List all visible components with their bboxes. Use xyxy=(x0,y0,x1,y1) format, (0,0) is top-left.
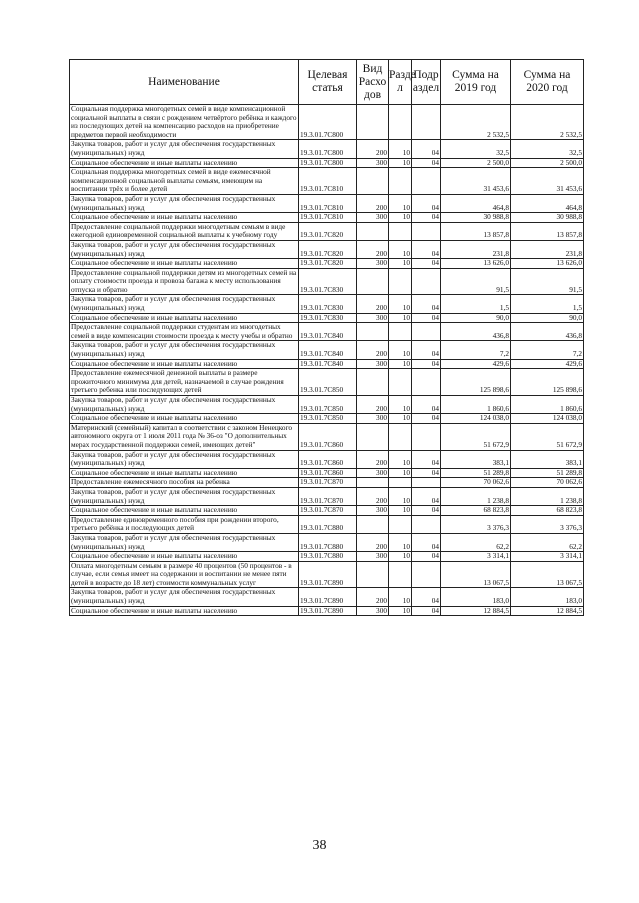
table-row xyxy=(70,533,584,551)
row-name: Социальное обеспечение и иные выплаты населению xyxy=(70,313,299,323)
row-sum-2020: 90,0 xyxy=(511,313,584,323)
row-subsection: 04 xyxy=(412,140,441,158)
table-row xyxy=(70,323,584,341)
row-target-code: 19.3.01.7С800 xyxy=(299,158,357,168)
header-sum-2019: Сумма на 2019 год xyxy=(441,60,511,105)
table-row xyxy=(70,487,584,505)
row-target-code: 19.3.01.7С820 xyxy=(299,259,357,269)
row-sum-2019: 68 823,8 xyxy=(441,506,511,516)
row-subsection xyxy=(412,222,441,240)
header-section: Разде л xyxy=(389,60,412,105)
table-row xyxy=(70,561,584,588)
row-expense-type xyxy=(357,168,389,195)
row-section xyxy=(389,478,412,488)
row-sum-2020: 51 672,9 xyxy=(511,423,584,450)
row-section: 10 xyxy=(389,450,412,468)
row-sum-2019: 436,8 xyxy=(441,323,511,341)
row-sum-2020: 7,2 xyxy=(511,341,584,359)
row-section: 10 xyxy=(389,313,412,323)
row-name: Социальная поддержка многодетных семей в виде ежемесячной компенсационной социальной выплаты семьям, имеющим на воспитании трёх и более детей xyxy=(70,168,299,195)
row-section: 10 xyxy=(389,213,412,223)
row-sum-2020: 436,8 xyxy=(511,323,584,341)
row-sum-2020: 13 857,8 xyxy=(511,222,584,240)
header-type: Вид Расхо дов xyxy=(357,60,389,105)
row-sum-2019: 7,2 xyxy=(441,341,511,359)
row-sum-2019: 30 988,8 xyxy=(441,213,511,223)
row-name: Закупка товаров, работ и услуг для обеспечения государственных (муниципальных) нужд xyxy=(70,533,299,551)
row-sum-2020: 2 532,5 xyxy=(511,105,584,140)
row-section: 10 xyxy=(389,295,412,313)
row-sum-2020: 12 884,5 xyxy=(511,606,584,616)
row-target-code: 19.3.01.7С830 xyxy=(299,313,357,323)
row-subsection: 04 xyxy=(412,506,441,516)
row-name: Закупка товаров, работ и услуг для обеспечения государственных (муниципальных) нужд xyxy=(70,194,299,212)
row-expense-type: 200 xyxy=(357,295,389,313)
row-target-code: 19.3.01.7С810 xyxy=(299,194,357,212)
row-target-code: 19.3.01.7С830 xyxy=(299,295,357,313)
row-subsection: 04 xyxy=(412,295,441,313)
row-name: Социальное обеспечение и иные выплаты населению xyxy=(70,552,299,562)
row-target-code: 19.3.01.7С890 xyxy=(299,606,357,616)
row-target-code: 19.3.01.7С840 xyxy=(299,359,357,369)
row-name: Социальное обеспечение и иные выплаты населению xyxy=(70,158,299,168)
row-sum-2020: 62,2 xyxy=(511,533,584,551)
header-name: Наименование xyxy=(70,60,299,105)
header-target: Целевая статья xyxy=(299,60,357,105)
row-expense-type xyxy=(357,515,389,533)
table-row xyxy=(70,213,584,223)
row-target-code: 19.3.01.7С840 xyxy=(299,323,357,341)
row-subsection: 04 xyxy=(412,341,441,359)
row-sum-2019: 90,0 xyxy=(441,313,511,323)
row-expense-type: 300 xyxy=(357,359,389,369)
row-sum-2020: 124 038,0 xyxy=(511,414,584,424)
row-expense-type xyxy=(357,323,389,341)
row-sum-2019: 13 626,0 xyxy=(441,259,511,269)
table-body xyxy=(70,105,584,616)
table-row xyxy=(70,168,584,195)
row-target-code: 19.3.01.7С820 xyxy=(299,222,357,240)
row-section: 10 xyxy=(389,140,412,158)
row-sum-2019: 1,5 xyxy=(441,295,511,313)
row-sum-2020: 3 314,1 xyxy=(511,552,584,562)
page-number: 38 xyxy=(312,838,327,853)
table-row xyxy=(70,105,584,140)
row-expense-type: 300 xyxy=(357,313,389,323)
row-section: 10 xyxy=(389,468,412,478)
row-name: Социальное обеспечение и иные выплаты населению xyxy=(70,259,299,269)
row-expense-type: 300 xyxy=(357,213,389,223)
row-sum-2019: 1 238,8 xyxy=(441,487,511,505)
row-sum-2020: 30 988,8 xyxy=(511,213,584,223)
row-expense-type xyxy=(357,561,389,588)
row-target-code: 19.3.01.7С880 xyxy=(299,515,357,533)
row-target-code: 19.3.01.7С860 xyxy=(299,450,357,468)
row-expense-type xyxy=(357,423,389,450)
row-sum-2020: 429,6 xyxy=(511,359,584,369)
row-name: Предоставление ежемесячного пособия на ребенка xyxy=(70,478,299,488)
row-name: Закупка товаров, работ и услуг для обеспечения государственных (муниципальных) нужд xyxy=(70,588,299,606)
row-sum-2019: 2 532,5 xyxy=(441,105,511,140)
row-subsection xyxy=(412,268,441,295)
row-sum-2019: 51 289,8 xyxy=(441,468,511,478)
row-sum-2019: 383,1 xyxy=(441,450,511,468)
row-sum-2019: 124 038,0 xyxy=(441,414,511,424)
table-row xyxy=(70,552,584,562)
row-sum-2020: 70 062,6 xyxy=(511,478,584,488)
row-sum-2020: 51 289,8 xyxy=(511,468,584,478)
row-subsection: 04 xyxy=(412,313,441,323)
row-section: 10 xyxy=(389,240,412,258)
row-target-code: 19.3.01.7С800 xyxy=(299,105,357,140)
row-sum-2019: 51 672,9 xyxy=(441,423,511,450)
row-name: Социальное обеспечение и иные выплаты населению xyxy=(70,506,299,516)
row-section xyxy=(389,515,412,533)
row-target-code: 19.3.01.7С850 xyxy=(299,369,357,396)
row-sum-2020: 125 898,6 xyxy=(511,369,584,396)
table-row xyxy=(70,268,584,295)
row-sum-2020: 1 238,8 xyxy=(511,487,584,505)
row-target-code: 19.3.01.7С870 xyxy=(299,487,357,505)
row-subsection xyxy=(412,561,441,588)
table-row xyxy=(70,140,584,158)
row-section: 10 xyxy=(389,341,412,359)
row-section: 10 xyxy=(389,158,412,168)
row-subsection: 04 xyxy=(412,213,441,223)
row-sum-2019: 70 062,6 xyxy=(441,478,511,488)
row-target-code: 19.3.01.7С880 xyxy=(299,533,357,551)
row-section: 10 xyxy=(389,414,412,424)
row-section xyxy=(389,222,412,240)
row-sum-2019: 464,8 xyxy=(441,194,511,212)
table-row xyxy=(70,506,584,516)
row-subsection xyxy=(412,478,441,488)
row-target-code: 19.3.01.7С860 xyxy=(299,423,357,450)
row-section xyxy=(389,268,412,295)
row-expense-type: 300 xyxy=(357,158,389,168)
row-expense-type: 200 xyxy=(357,450,389,468)
row-section: 10 xyxy=(389,588,412,606)
table-row xyxy=(70,478,584,488)
row-name: Социальная поддержка многодетных семей в виде компенсационной социальной выплаты в связи с рождением четвёртого ребёнка и каждого из последующих детей на компенсацию расходов на приобретение предметов первой необходимости xyxy=(70,105,299,140)
row-name: Социальное обеспечение и иные выплаты населению xyxy=(70,359,299,369)
table-row xyxy=(70,423,584,450)
row-expense-type: 300 xyxy=(357,552,389,562)
row-name: Материнский (семейный) капитал в соответствии с законом Ненецкого автономного округа от 1 июля 2011 года № 36-оз "О дополнительных мерах государственной поддержки семей, имеющих детей" xyxy=(70,423,299,450)
table-row xyxy=(70,450,584,468)
row-name: Оплата многодетным семьям в размере 40 процентов (50 процентов - в случае, если семья имеет на содержании и воспитании не менее пяти детей в возрасте до 18 лет) стоимости коммунальных услуг xyxy=(70,561,299,588)
row-sum-2019: 183,0 xyxy=(441,588,511,606)
row-section: 10 xyxy=(389,533,412,551)
row-section xyxy=(389,323,412,341)
row-sum-2019: 125 898,6 xyxy=(441,369,511,396)
row-name: Предоставление социальной поддержки многодетным семьям в виде ежегодной единовременной социальной выплаты к учебному году xyxy=(70,222,299,240)
row-expense-type: 300 xyxy=(357,606,389,616)
row-target-code: 19.3.01.7С820 xyxy=(299,240,357,258)
row-subsection: 04 xyxy=(412,194,441,212)
table-row xyxy=(70,259,584,269)
row-target-code: 19.3.01.7С850 xyxy=(299,414,357,424)
row-sum-2020: 2 500,0 xyxy=(511,158,584,168)
row-sum-2019: 62,2 xyxy=(441,533,511,551)
row-sum-2020: 31 453,6 xyxy=(511,168,584,195)
row-subsection: 04 xyxy=(412,487,441,505)
row-expense-type: 200 xyxy=(357,588,389,606)
row-subsection: 04 xyxy=(412,450,441,468)
row-name: Социальное обеспечение и иные выплаты населению xyxy=(70,414,299,424)
row-name: Закупка товаров, работ и услуг для обеспечения государственных (муниципальных) нужд xyxy=(70,295,299,313)
row-subsection: 04 xyxy=(412,552,441,562)
table-row xyxy=(70,369,584,396)
row-expense-type: 300 xyxy=(357,468,389,478)
table-row xyxy=(70,414,584,424)
row-subsection: 04 xyxy=(412,240,441,258)
row-target-code: 19.3.01.7С800 xyxy=(299,140,357,158)
table-row xyxy=(70,240,584,258)
row-name: Закупка товаров, работ и услуг для обеспечения государственных (муниципальных) нужд xyxy=(70,396,299,414)
row-section: 10 xyxy=(389,194,412,212)
row-name: Социальное обеспечение и иные выплаты населению xyxy=(70,213,299,223)
row-subsection xyxy=(412,323,441,341)
row-target-code: 19.3.01.7С890 xyxy=(299,588,357,606)
table-header-row xyxy=(70,60,584,105)
row-expense-type: 200 xyxy=(357,240,389,258)
row-section xyxy=(389,168,412,195)
row-expense-type xyxy=(357,268,389,295)
row-section xyxy=(389,561,412,588)
row-name: Закупка товаров, работ и услуг для обеспечения государственных (муниципальных) нужд xyxy=(70,487,299,505)
row-sum-2019: 3 376,3 xyxy=(441,515,511,533)
row-subsection: 04 xyxy=(412,588,441,606)
row-name: Социальное обеспечение и иные выплаты населению xyxy=(70,468,299,478)
row-subsection: 04 xyxy=(412,468,441,478)
row-name: Закупка товаров, работ и услуг для обеспечения государственных (муниципальных) нужд xyxy=(70,341,299,359)
row-sum-2020: 68 823,8 xyxy=(511,506,584,516)
row-expense-type xyxy=(357,478,389,488)
row-section: 10 xyxy=(389,259,412,269)
row-subsection xyxy=(412,515,441,533)
row-target-code: 19.3.01.7С860 xyxy=(299,468,357,478)
row-target-code: 19.3.01.7С830 xyxy=(299,268,357,295)
row-sum-2019: 12 884,5 xyxy=(441,606,511,616)
table-row xyxy=(70,396,584,414)
row-name: Закупка товаров, работ и услуг для обеспечения государственных (муниципальных) нужд xyxy=(70,450,299,468)
row-subsection: 04 xyxy=(412,414,441,424)
table-row xyxy=(70,606,584,616)
row-section: 10 xyxy=(389,552,412,562)
row-sum-2020: 91,5 xyxy=(511,268,584,295)
row-target-code: 19.3.01.7С810 xyxy=(299,168,357,195)
table-row xyxy=(70,222,584,240)
row-sum-2019: 231,8 xyxy=(441,240,511,258)
row-target-code: 19.3.01.7С840 xyxy=(299,341,357,359)
row-expense-type xyxy=(357,105,389,140)
row-subsection xyxy=(412,369,441,396)
row-expense-type: 200 xyxy=(357,396,389,414)
row-sum-2020: 3 376,3 xyxy=(511,515,584,533)
row-name: Социальное обеспечение и иные выплаты населению xyxy=(70,606,299,616)
row-expense-type: 300 xyxy=(357,414,389,424)
budget-table xyxy=(69,59,584,616)
row-target-code: 19.3.01.7С810 xyxy=(299,213,357,223)
row-section: 10 xyxy=(389,606,412,616)
row-subsection: 04 xyxy=(412,606,441,616)
row-sum-2020: 231,8 xyxy=(511,240,584,258)
row-name: Закупка товаров, работ и услуг для обеспечения государственных (муниципальных) нужд xyxy=(70,140,299,158)
row-name: Закупка товаров, работ и услуг для обеспечения государственных (муниципальных) нужд xyxy=(70,240,299,258)
row-sum-2019: 429,6 xyxy=(441,359,511,369)
row-section xyxy=(389,105,412,140)
row-section: 10 xyxy=(389,506,412,516)
row-sum-2019: 32,5 xyxy=(441,140,511,158)
row-section: 10 xyxy=(389,487,412,505)
row-subsection: 04 xyxy=(412,158,441,168)
row-expense-type: 200 xyxy=(357,341,389,359)
row-sum-2019: 31 453,6 xyxy=(441,168,511,195)
row-target-code: 19.3.01.7С870 xyxy=(299,478,357,488)
header-sum-2020: Сумма на 2020 год xyxy=(511,60,584,105)
row-expense-type xyxy=(357,369,389,396)
row-sum-2019: 1 860,6 xyxy=(441,396,511,414)
row-subsection: 04 xyxy=(412,359,441,369)
row-section: 10 xyxy=(389,359,412,369)
table-row xyxy=(70,588,584,606)
row-name: Предоставление ежемесячной денежной выплаты в размере прожиточного минимума для детей, назначаемой в случае рождения третьего ребенка или последующих детей xyxy=(70,369,299,396)
row-sum-2019: 3 314,1 xyxy=(441,552,511,562)
header-subsection: Подр аздел xyxy=(412,60,441,105)
row-expense-type: 300 xyxy=(357,259,389,269)
table-row xyxy=(70,341,584,359)
row-sum-2020: 183,0 xyxy=(511,588,584,606)
table-row xyxy=(70,515,584,533)
row-subsection xyxy=(412,105,441,140)
row-section: 10 xyxy=(389,396,412,414)
row-sum-2020: 383,1 xyxy=(511,450,584,468)
row-target-code: 19.3.01.7С850 xyxy=(299,396,357,414)
row-sum-2020: 1 860,6 xyxy=(511,396,584,414)
row-expense-type: 200 xyxy=(357,140,389,158)
row-section xyxy=(389,423,412,450)
row-expense-type: 200 xyxy=(357,533,389,551)
row-sum-2020: 13 067,5 xyxy=(511,561,584,588)
row-subsection: 04 xyxy=(412,396,441,414)
row-target-code: 19.3.01.7С890 xyxy=(299,561,357,588)
row-sum-2020: 464,8 xyxy=(511,194,584,212)
row-sum-2019: 2 500,0 xyxy=(441,158,511,168)
row-expense-type: 300 xyxy=(357,506,389,516)
row-name: Предоставление единовременного пособия при рождении второго, третьего ребёнка и последующих детей xyxy=(70,515,299,533)
row-expense-type: 200 xyxy=(357,194,389,212)
row-subsection: 04 xyxy=(412,259,441,269)
table-row xyxy=(70,295,584,313)
row-sum-2019: 91,5 xyxy=(441,268,511,295)
row-name: Предоставление социальной поддержки детям из многодетных семей на оплату стоимости проезда и провоза багажа к месту использования отпуска и обратно xyxy=(70,268,299,295)
row-target-code: 19.3.01.7С880 xyxy=(299,552,357,562)
row-sum-2019: 13 857,8 xyxy=(441,222,511,240)
row-sum-2020: 1,5 xyxy=(511,295,584,313)
row-expense-type: 200 xyxy=(357,487,389,505)
row-section xyxy=(389,369,412,396)
row-sum-2020: 13 626,0 xyxy=(511,259,584,269)
row-subsection: 04 xyxy=(412,533,441,551)
row-target-code: 19.3.01.7С870 xyxy=(299,506,357,516)
row-expense-type xyxy=(357,222,389,240)
table-row xyxy=(70,194,584,212)
row-subsection xyxy=(412,423,441,450)
row-name: Предоставление социальной поддержки студентам из многодетных семей в виде компенсации стоимости проезда к месту учебы и обратно xyxy=(70,323,299,341)
row-sum-2020: 32,5 xyxy=(511,140,584,158)
row-sum-2019: 13 067,5 xyxy=(441,561,511,588)
row-subsection xyxy=(412,168,441,195)
